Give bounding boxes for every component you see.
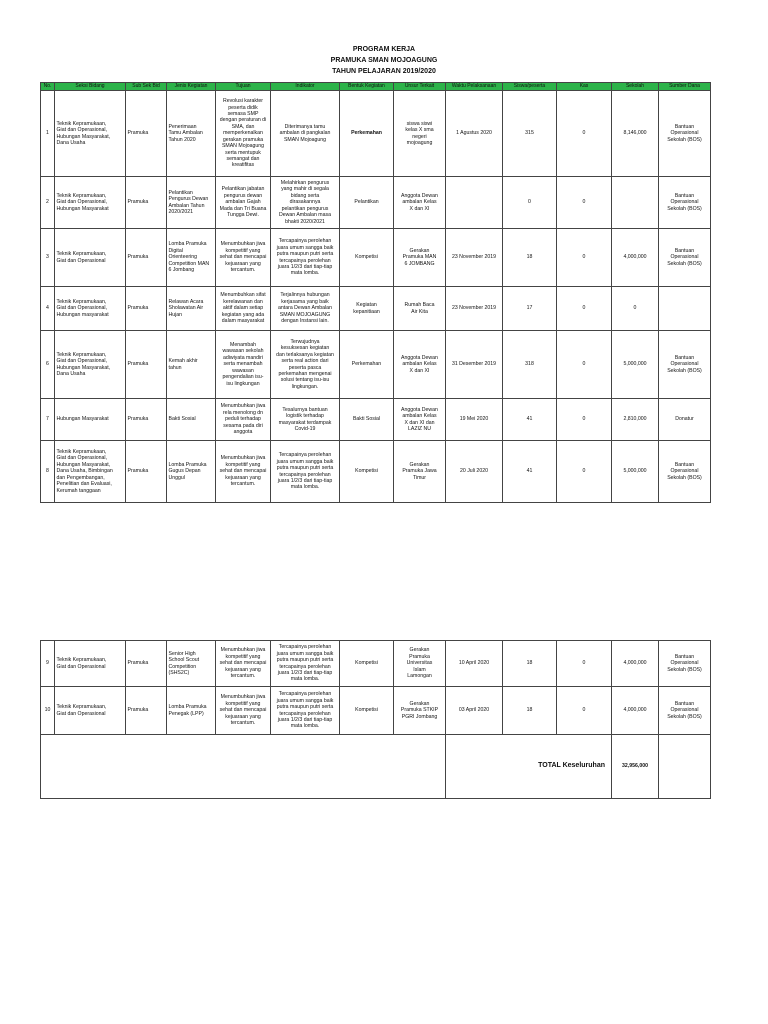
cell-sekolah: 4,000,000 xyxy=(612,687,659,735)
cell-seksi: Teknik Kepramukaan, Giat dan Operasional xyxy=(55,641,126,687)
cell-sumber: Bantuan Operasional Sekolah (BOS) xyxy=(659,91,711,177)
table-row xyxy=(41,441,711,503)
cell-tujuan: Menumbuhkan jiwa kompetitif yang sehat dan mencapai kejuaraan yang tercantum. xyxy=(216,229,271,287)
cell-waktu: 23 November 2019 xyxy=(446,229,503,287)
cell-sub: Pramuka xyxy=(126,331,167,399)
cell-seksi: Teknik Kepramukaan, Giat dan Operasional, Hubungan Masyarakat, Dana Usaha, Bimbingan dan Pengembangan, Penelitian dan Evaluasi, Kerumah tanggaan xyxy=(55,441,126,503)
cell-jenis: Relawan Acara Sholawatan Air Hujan xyxy=(167,287,216,331)
cell-indikator: Diterimanya tamu ambalan di pangkalan SMAN Mojoagung xyxy=(271,91,340,177)
cell-sumber: Bantuan Operasional Sekolah (BOS) xyxy=(659,229,711,287)
cell-siswa: 41 xyxy=(503,441,557,503)
table-row xyxy=(41,177,711,229)
cell-sub: Pramuka xyxy=(126,399,167,441)
cell-kas: 0 xyxy=(557,641,612,687)
cell-sekolah: 2,810,000 xyxy=(612,399,659,441)
cell-seksi: Teknik Kepramukaan, Giat dan Operasional xyxy=(55,229,126,287)
cell-bentuk: Kompetisi xyxy=(340,641,394,687)
cell-sumber: Bantuan Operasional Sekolah (BOS) xyxy=(659,177,711,229)
cell-jenis: Penerimaan Tamu Ambalan Tahun 2020 xyxy=(167,91,216,177)
cell-unsur: Gerakan Pramuka MAN 6 JOMBANG xyxy=(394,229,446,287)
column-header: Kas xyxy=(557,83,612,91)
cell-jenis: Kemah akhir tahun xyxy=(167,331,216,399)
cell-jenis: Bakti Sosial xyxy=(167,399,216,441)
cell-no: 8 xyxy=(41,441,55,503)
cell-tujuan: Menumbuhkan jiwa kompetitif yang sehat dan mencapai kejuaraan yang tercantum. xyxy=(216,441,271,503)
cell-siswa: 18 xyxy=(503,687,557,735)
cell-sekolah: 8,146,000 xyxy=(612,91,659,177)
column-header: Sekolah xyxy=(612,83,659,91)
cell-bentuk: Kegiatan kepanitiaan xyxy=(340,287,394,331)
cell-sub: Pramuka xyxy=(126,687,167,735)
cell-siswa: 318 xyxy=(503,331,557,399)
work-program-table xyxy=(40,82,711,503)
table-row xyxy=(41,287,711,331)
column-header: Tujuan xyxy=(216,83,271,91)
cell-sumber: Bantuan Operasional Sekolah (BOS) xyxy=(659,441,711,503)
cell-tujuan: Revolusi karakter peserta didik semasa SMP dengan peraturan di SMA, dan memperkenalkan gerakan pramuka SMAN Mojoagung serta mentupuk semangat dan kreatifitas xyxy=(216,91,271,177)
cell-siswa: 17 xyxy=(503,287,557,331)
cell-kas: 0 xyxy=(557,687,612,735)
cell-sub: Pramuka xyxy=(126,287,167,331)
cell-sekolah: 5,000,000 xyxy=(612,441,659,503)
table-row xyxy=(41,687,711,735)
cell-unsur: Gerakan Pramuka Jawa Timur xyxy=(394,441,446,503)
table-row xyxy=(41,641,711,687)
cell-sumber: Bantuan Operasional Sekolah (BOS) xyxy=(659,641,711,687)
cell-tujuan: Menumbuhkan jiwa kompetitif yang sehat dan mencapai kejuaraan yang tercantum. xyxy=(216,687,271,735)
cell-tujuan: Menumbuhkan jiwa rela menolong dn peduli terhadap sesama pada diri anggota xyxy=(216,399,271,441)
column-header: Waktu Pelaksanaan xyxy=(446,83,503,91)
cell-siswa: 41 xyxy=(503,399,557,441)
cell-waktu: 23 November 2019 xyxy=(446,287,503,331)
cell-seksi: Teknik Kepramukaan, Giat dan Operasional, Hubungan Masyarakat, Dana Usaha xyxy=(55,91,126,177)
cell-sekolah xyxy=(612,177,659,229)
cell-bentuk: Pelantikan xyxy=(340,177,394,229)
work-program-table-continued xyxy=(40,640,711,799)
empty-cell xyxy=(55,735,126,799)
cell-waktu xyxy=(446,177,503,229)
cell-sumber: Bantuan Operasional Sekolah (BOS) xyxy=(659,687,711,735)
empty-cell xyxy=(394,735,446,799)
cell-unsur: Gerakan Pramuka Universitas Islam Lamongan xyxy=(394,641,446,687)
cell-sub: Pramuka xyxy=(126,177,167,229)
cell-tujuan: Menumbuhkan jiwa kompetitif yang sehat dan mencapai kejuaraan yang tercantum. xyxy=(216,641,271,687)
page-subtitle: PRAMUKA SMAN MOJOAGUNG xyxy=(330,57,438,64)
cell-indikator: Melahirkan pengurus yang mahir di segala bidang serta dirasakannya pelantikan pengurus Dewan Ambalan masa bhakti 2020/2021 xyxy=(271,177,340,229)
cell-jenis: Pelantikan Pengurus Dewan Ambalan Tahun 2020/2021 xyxy=(167,177,216,229)
cell-siswa: 18 xyxy=(503,641,557,687)
empty-cell xyxy=(659,735,711,799)
total-label: TOTAL Keseluruhan xyxy=(446,735,612,799)
cell-kas: 0 xyxy=(557,177,612,229)
cell-kas: 0 xyxy=(557,399,612,441)
cell-indikator: Tesalurnya bantuan logistik terhadap masyarakat terdampak Covid-19 xyxy=(271,399,340,441)
cell-waktu: 20 Juli 2020 xyxy=(446,441,503,503)
cell-sekolah: 0 xyxy=(612,287,659,331)
cell-no: 7 xyxy=(41,399,55,441)
empty-cell xyxy=(126,735,167,799)
cell-kas: 0 xyxy=(557,287,612,331)
cell-unsur: siswa siswi kelas X sma negeri mojoagung xyxy=(394,91,446,177)
cell-bentuk: Kompetisi xyxy=(340,229,394,287)
cell-indikator: Tercapainya perolehan juara umum sangga baik putra maupun putri serta tercapainya perolehan juara 1/2/3 dari tiap-tiap mata lomba. xyxy=(271,687,340,735)
cell-indikator: Tercapainya perolehan juara umum sangga baik putra maupun putri serta tercapainya perolehan juara 1/2/3 dari tiap-tiap mata lomba. xyxy=(271,641,340,687)
cell-no: 4 xyxy=(41,287,55,331)
empty-cell xyxy=(41,735,55,799)
cell-no: 9 xyxy=(41,641,55,687)
cell-seksi: Hubungan Masyarakat xyxy=(55,399,126,441)
cell-indikator: Tercapainya perolehan juara umum sangga baik putra maupun putri serta tercapainya perolehan juara 1/2/3 dari tiap-tiap mata lomba. xyxy=(271,229,340,287)
cell-no: 10 xyxy=(41,687,55,735)
header-row xyxy=(41,83,711,91)
cell-bentuk: Perkemahan xyxy=(340,91,394,177)
cell-kas: 0 xyxy=(557,441,612,503)
cell-kas: 0 xyxy=(557,229,612,287)
cell-unsur: Anggota Dewan ambalan Kelas X dan XI dan LAZIZ NU xyxy=(394,399,446,441)
cell-waktu: 31 Desember 2019 xyxy=(446,331,503,399)
cell-sub: Pramuka xyxy=(126,641,167,687)
cell-sekolah: 5,000,000 xyxy=(612,331,659,399)
page-year: TAHUN PELAJARAN 2019/2020 xyxy=(332,68,436,75)
cell-siswa: 0 xyxy=(503,177,557,229)
cell-sekolah: 4,000,000 xyxy=(612,229,659,287)
cell-no: 6 xyxy=(41,331,55,399)
table-row xyxy=(41,91,711,177)
cell-waktu: 1 Agustus 2020 xyxy=(446,91,503,177)
cell-unsur: Anggota Dewan ambalan Kelas X dan XI xyxy=(394,331,446,399)
cell-siswa: 315 xyxy=(503,91,557,177)
cell-tujuan: Menambah wawasan sekolah adiwiyata mandiri serta menambah wawasan pengendalian isu- isu lingkungan xyxy=(216,331,271,399)
empty-cell xyxy=(340,735,394,799)
cell-bentuk: Perkemahan xyxy=(340,331,394,399)
cell-unsur: Gerakan Pramuka STKIP PGRI Jombang xyxy=(394,687,446,735)
total-row xyxy=(41,735,711,799)
cell-unsur: Anggota Dewan ambalan Kelas X dan XI xyxy=(394,177,446,229)
column-header: Bentuk Kegiatan xyxy=(340,83,394,91)
cell-waktu: 03 April 2020 xyxy=(446,687,503,735)
cell-sumber xyxy=(659,287,711,331)
cell-jenis: Senior High School Scout Competition (SHS2C) xyxy=(167,641,216,687)
column-header: Siswa/peserta xyxy=(503,83,557,91)
table-row xyxy=(41,229,711,287)
cell-indikator: Terwujudnya kesuksesan kegiatan dan terlaksanya kegiatan serta real action dari peserta pasca perkemahan mengenai solusi tentang isu-isu lingkungan. xyxy=(271,331,340,399)
cell-bentuk: Bakti Sosial xyxy=(340,399,394,441)
table-row xyxy=(41,331,711,399)
table-row xyxy=(41,399,711,441)
empty-cell xyxy=(271,735,340,799)
cell-tujuan: Pelantikan jabatan pengurus dewan ambalan Gajah Mada dan Tri Buana Tungga Dewi. xyxy=(216,177,271,229)
column-header: Sumber Dana xyxy=(659,83,711,91)
cell-sub: Pramuka xyxy=(126,229,167,287)
cell-indikator: Tercapainya perolehan juara umum sangga baik putra maupun putri serta tercapainya perolehan juara 1/2/3 dari tiap-tiap mata lomba. xyxy=(271,441,340,503)
cell-bentuk: Kompetisi xyxy=(340,687,394,735)
cell-no: 3 xyxy=(41,229,55,287)
cell-jenis: Lomba Pramuka Gugus Depan Unggul xyxy=(167,441,216,503)
column-header: No. xyxy=(41,83,55,91)
cell-seksi: Teknik Kepramukaan, Giat dan Operasional, Hubungan Masyarakat, Dana Usaha xyxy=(55,331,126,399)
cell-jenis: Lomba Pramuka Penegak (LPP) xyxy=(167,687,216,735)
cell-seksi: Teknik Kepramukaan, Giat dan Operasional xyxy=(55,687,126,735)
column-header: Sub Sek Bid xyxy=(126,83,167,91)
cell-kas: 0 xyxy=(557,331,612,399)
cell-jenis: Lomba Pramuka Digital Orienteering Competition MAN 6 Jombang xyxy=(167,229,216,287)
cell-kas: 0 xyxy=(557,91,612,177)
column-header: Indikator xyxy=(271,83,340,91)
cell-indikator: Terjalinnya hubungan kerjasama yang baik antara Dewan Ambalan SMAN MOJOAGUNG dengan Instansi lain. xyxy=(271,287,340,331)
cell-unsur: Rumah Baca Air Kita xyxy=(394,287,446,331)
column-header: Jenis Kegiatan xyxy=(167,83,216,91)
column-header: Seksi Bidang xyxy=(55,83,126,91)
cell-bentuk: Kompetisi xyxy=(340,441,394,503)
cell-sekolah: 4,000,000 xyxy=(612,641,659,687)
cell-no: 1 xyxy=(41,91,55,177)
cell-tujuan: Menumbuhkan sifat kerelawanan dan aktif dalam setiap kegiatan yang ada dalam masyarakat xyxy=(216,287,271,331)
cell-no: 2 xyxy=(41,177,55,229)
cell-seksi: Teknik Kepramukaan, Giat dan Operasional, Hubungan masyarakat xyxy=(55,287,126,331)
cell-sumber: Donatur xyxy=(659,399,711,441)
total-value: 32,956,000 xyxy=(612,735,659,799)
cell-sub: Pramuka xyxy=(126,441,167,503)
column-header: Unsur Terkait xyxy=(394,83,446,91)
cell-sub: Pramuka xyxy=(126,91,167,177)
page-title: PROGRAM KERJA xyxy=(352,46,416,53)
cell-siswa: 18 xyxy=(503,229,557,287)
cell-waktu: 10 April 2020 xyxy=(446,641,503,687)
empty-cell xyxy=(167,735,216,799)
cell-seksi: Teknik Kepramukaan, Giat dan Operasional, Hubungan Masyarakat xyxy=(55,177,126,229)
empty-cell xyxy=(216,735,271,799)
cell-sumber: Bantuan Operasional Sekolah (BOS) xyxy=(659,331,711,399)
cell-waktu: 19 Mei 2020 xyxy=(446,399,503,441)
